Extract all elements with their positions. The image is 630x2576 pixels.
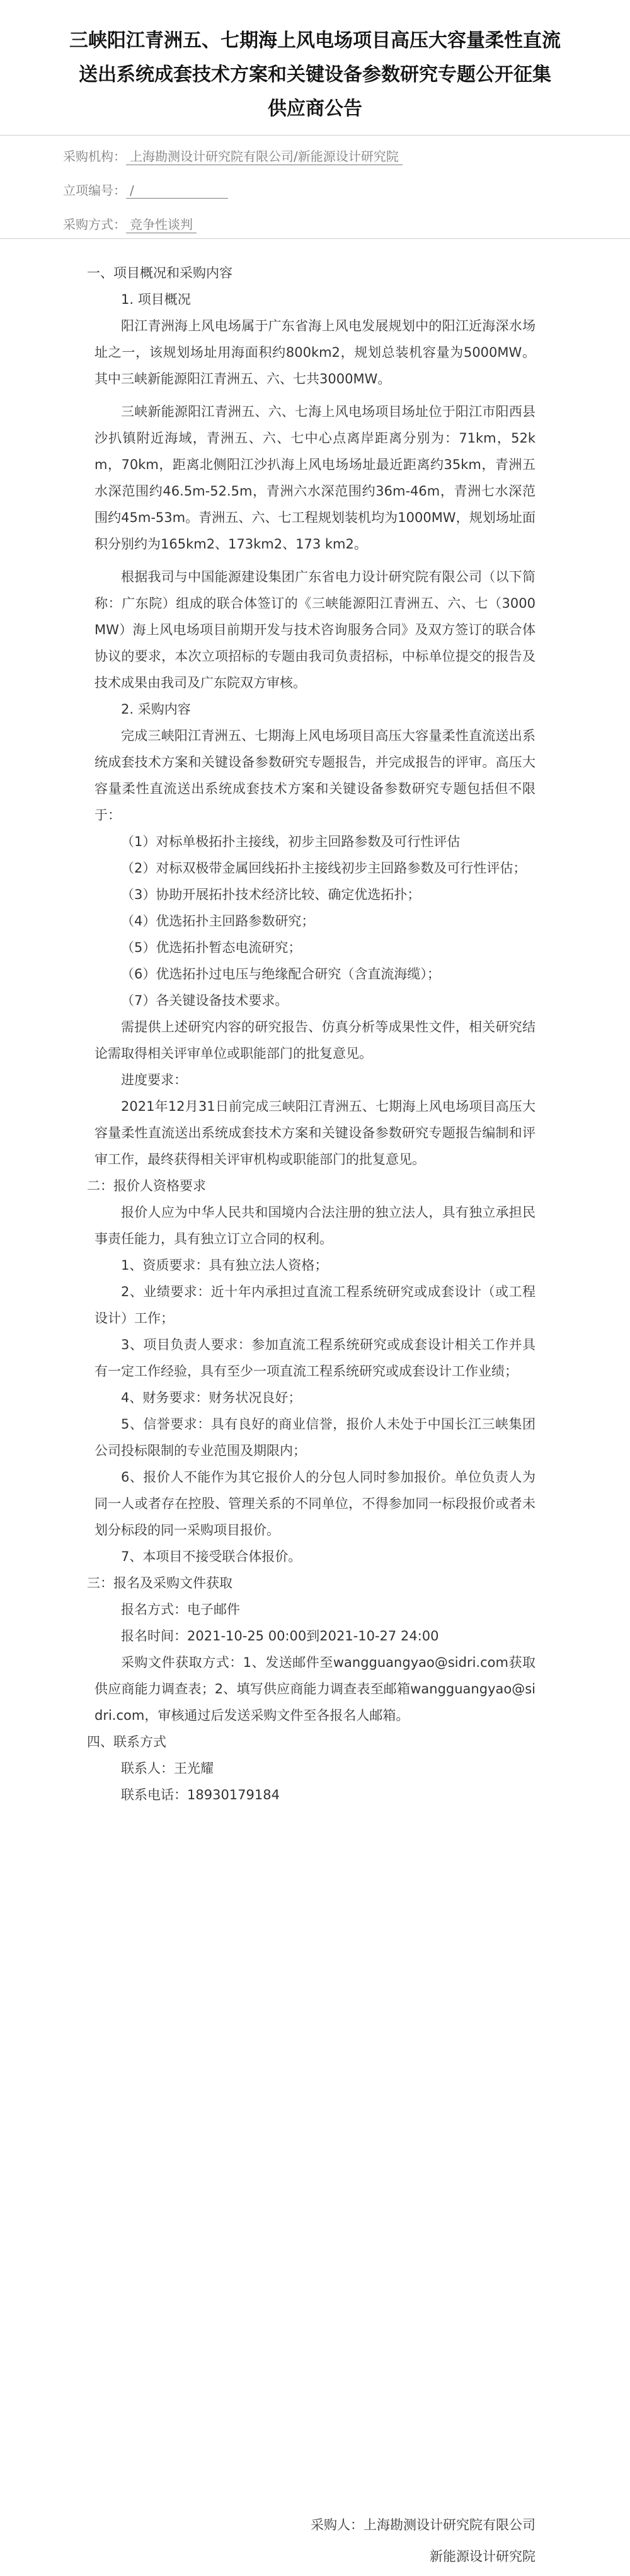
scope-item-4: （4）优选拓扑主回路参数研究；: [121, 914, 315, 929]
schedule-label: 进度要求：: [121, 1072, 187, 1088]
scope-item-2: （2）对标双极带金属回线拓扑主接线初步主回路参数及可行性评估；: [121, 861, 527, 876]
paragraph-schedule: 2021年12月31日前完成三峡阳江青洲五、七期海上风电场项目高压大容量柔性直流送出系统成套技术方案和关键设备参数研究专题报告编制和评审工作，最终获得相关评审机构或职能部门的批复意见。: [94, 1099, 536, 1167]
meta-project-no: [63, 180, 228, 199]
apply-documents: 采购文件获取方式：1、发送邮件至wangguangyao@sidri.com获取供应商能力调查表；2、填写供应商能力调查表至邮箱wangguangyao@sidri.com，审核通过后发送采购文件至各报名人邮箱。: [94, 1655, 536, 1723]
requirement-2: 2、业绩要求：近十年内承担过直流工程系统研究或成套设计（或工程设计）工作；: [94, 1284, 536, 1326]
meta-agency: [63, 146, 403, 165]
contact-phone: 联系电话：18930179184: [121, 1787, 280, 1802]
requirement-1: 1、资质要求：具有独立法人资格；: [121, 1258, 328, 1273]
subsection-heading-1: 1. 项目概况: [121, 292, 191, 307]
scope-item-1: （1）对标单极拓扑主接线，初步主回路参数及可行性评估: [121, 834, 461, 849]
divider-bottom: [0, 238, 630, 239]
paragraph-site: 三峡新能源阳江青洲五、六、七海上风电场项目场址位于阳江市阳西县沙扒镇附近海域，青洲五、六、七中心点离岸距离分别为：71km，52km，70km，距离北侧阳江沙扒海上风电场场址最近距离约35km，青洲五水深范围约46.5m-52.5m，青洲六水深范围约36m-46m，青洲七水深范围约45m-53m。青洲五、六、七工程规划装机均为1000MW，规划场址面积分别约为165km2、173km2、173 km2。: [94, 404, 536, 552]
agency-value: 上海勘测设计研究院有限公司/新能源设计研究院: [126, 146, 403, 165]
paragraph-overview: 阳江青洲海上风电场属于广东省海上风电发展规划中的阳江近海深水场址之一，该规划场址用海面积约800km2，规划总装机容量为5000MW。其中三峡新能源阳江青洲五、六、七共3000MW。: [94, 318, 536, 386]
divider-top: [0, 135, 630, 136]
signature-block: [311, 2509, 536, 2572]
requirement-3: 3、项目负责人要求：参加直流工程系统研究或成套设计相关工作并具有一定工作经验，具有至少一项直流工程系统研究或成套设计工作业绩；: [94, 1337, 536, 1379]
project-no-label: 立项编号：: [63, 183, 126, 198]
paragraph-deliverables: 需提供上述研究内容的研究报告、仿真分析等成果性文件，相关研究结论需取得相关评审单位或职能部门的批复意见。: [94, 1019, 536, 1061]
scope-item-5: （5）优选拓扑暂态电流研究；: [121, 940, 302, 955]
method-label: 采购方式：: [63, 217, 126, 232]
title-line-1: 三峡阳江青洲五、七期海上风电场项目高压大容量柔性直流: [69, 30, 561, 52]
signature-line-1: 采购人：上海勘测设计研究院有限公司: [311, 2517, 536, 2532]
title-line-3: 供应商公告: [268, 98, 362, 120]
section-heading-2: 二：报价人资格要求: [87, 1178, 206, 1193]
scope-item-6: （6）优选拓扑过电压与绝缘配合研究（含直流海缆）；: [121, 966, 440, 982]
scope-item-7: （7）各关键设备技术要求。: [121, 993, 289, 1008]
section-heading-3: 三：报名及采购文件获取: [87, 1575, 232, 1591]
title-line-2: 送出系统成套技术方案和关键设备参数研究专题公开征集: [79, 64, 551, 86]
signature-line-2: 新能源设计研究院: [430, 2549, 536, 2564]
apply-time: 报名时间：2021-10-25 00:00到2021-10-27 24:00: [121, 1628, 439, 1644]
contact-person: 联系人：王光耀: [121, 1761, 214, 1776]
section-heading-1: 一、项目概况和采购内容: [87, 265, 232, 281]
notice-title: [38, 24, 592, 126]
agency-label: 采购机构：: [63, 149, 126, 164]
method-value: 竞争性谈判: [126, 214, 197, 233]
subsection-heading-2: 2. 采购内容: [121, 702, 191, 717]
project-no-value: /: [126, 183, 228, 199]
notice-body: [87, 248, 536, 1808]
section-heading-4: 四、联系方式: [87, 1734, 166, 1749]
requirement-6: 6、报价人不能作为其它报价人的分包人同时参加报价。单位负责人为同一人或者存在控股、管理关系的不同单位，不得参加同一标段报价或者未划分标段的同一采购项目报价。: [94, 1470, 536, 1538]
requirement-7: 7、本项目不接受联合体报价。: [121, 1549, 302, 1564]
scope-item-3: （3）协助开展拓扑技术经济比较、确定优选拓扑；: [121, 887, 421, 902]
paragraph-scope: 完成三峡阳江青洲五、七期海上风电场项目高压大容量柔性直流送出系统成套技术方案和关键设备参数研究专题报告，并完成报告的评审。高压大容量柔性直流送出系统成套技术方案和关键设备参数研究专题包括但不限于：: [94, 728, 536, 823]
paragraph-qualification: 报价人应为中华人民共和国境内合法注册的独立法人，具有独立承担民事责任能力，具有独立订立合同的权利。: [94, 1205, 536, 1246]
requirement-5: 5、信誉要求：具有良好的商业信誉，报价人未处于中国长江三峡集团公司投标限制的专业范围及期限内；: [94, 1417, 536, 1458]
requirement-4: 4、财务要求：财务状况良好；: [121, 1390, 302, 1405]
apply-method: 报名方式：电子邮件: [121, 1602, 240, 1617]
meta-method: [63, 214, 197, 233]
paragraph-agreement: 根据我司与中国能源建设集团广东省电力设计研究院有限公司（以下简称：广东院）组成的联合体签订的《三峡能源阳江青洲五、六、七（3000MW）海上风电场项目前期开发与技术咨询服务合同》及双方签订的联合体协议的要求，本次立项招标的专题由我司负责招标，中标单位提交的报告及技术成果由我司及广东院双方审核。: [94, 569, 536, 690]
